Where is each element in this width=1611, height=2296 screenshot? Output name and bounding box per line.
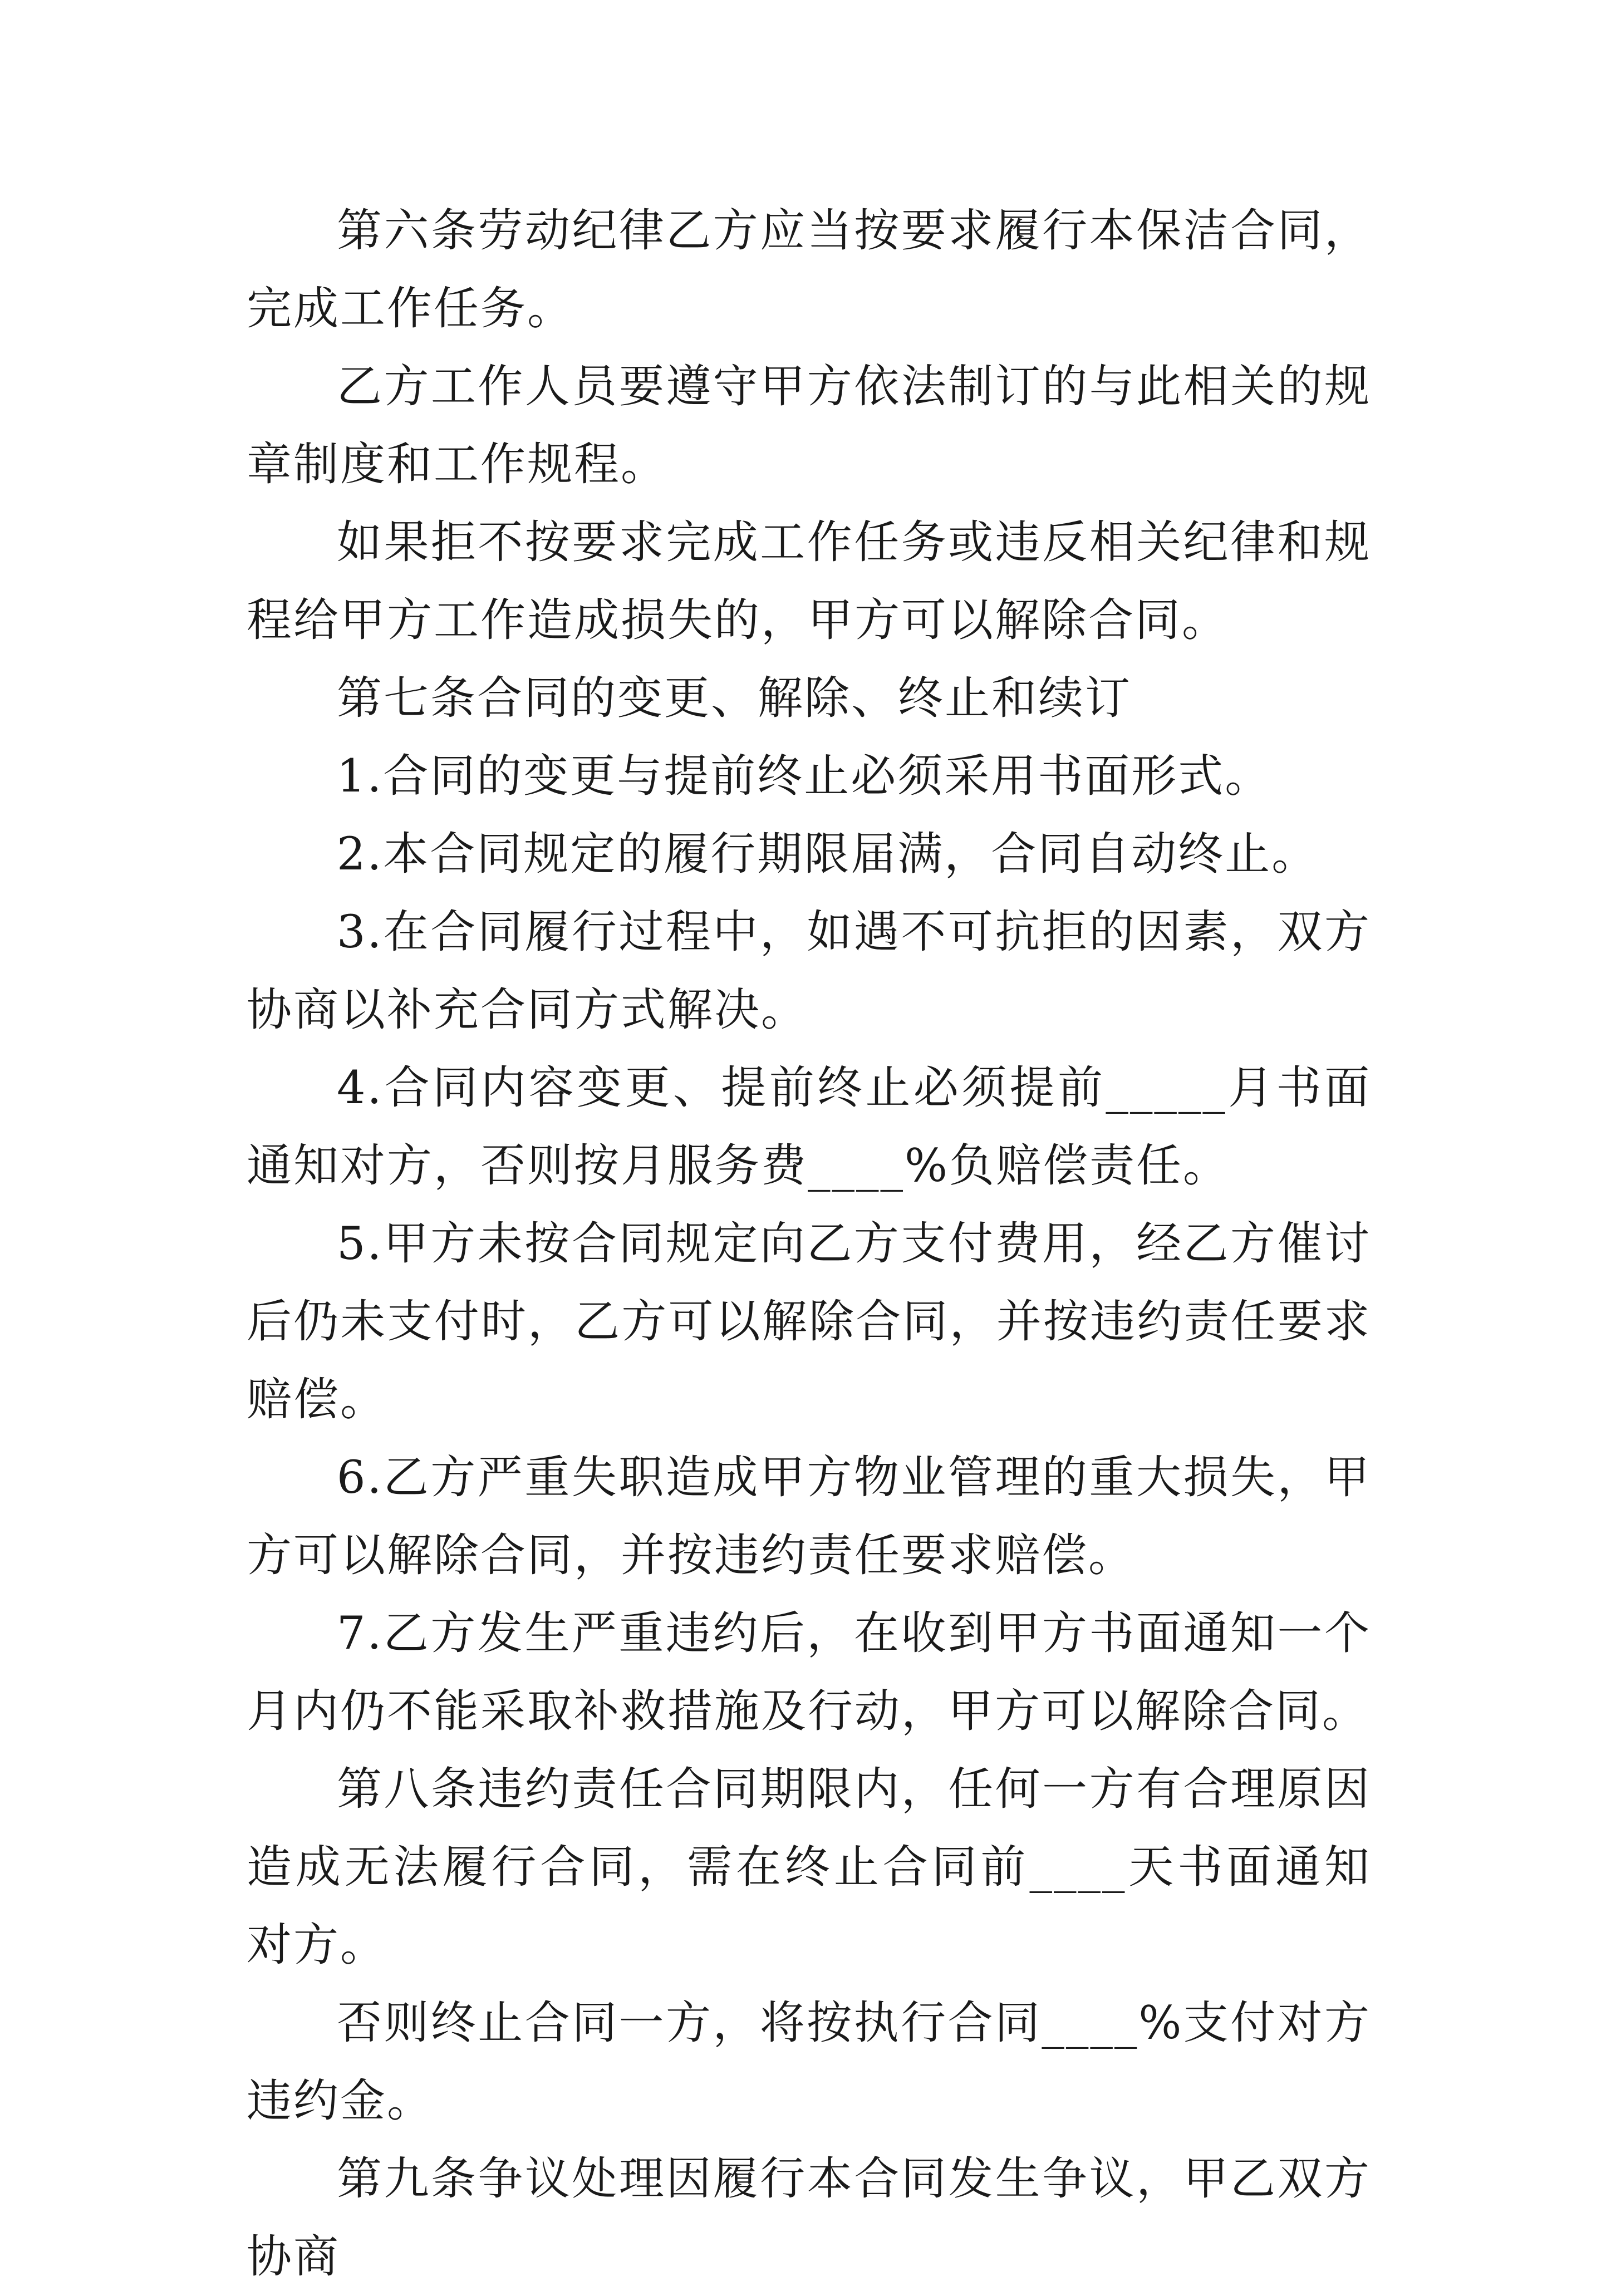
paragraph-clause-7: 7.乙方发生严重违约后，在收到甲方书面通知一个月内仍不能采取补救措施及行动，甲方可以解除合同。 [247, 1607, 1371, 1738]
paragraph-clause-4: 4.合同内容变更、提前终止必须提前_____月书面通知对方，否则按月服务费____%负赔偿责任。 [247, 1062, 1371, 1192]
document-body [247, 192, 1371, 2296]
paragraph-termination-for-breach: 如果拒不按要求完成工作任务或违反相关纪律和规程给甲方工作造成损失的，甲方可以解除合同。 [247, 517, 1371, 647]
paragraph-article-6: 第六条劳动纪律乙方应当按要求履行本保洁合同，完成工作任务。 [247, 205, 1371, 335]
paragraph-clause-3: 3.在合同履行过程中，如遇不可抗拒的因素，双方协商以补充合同方式解决。 [247, 906, 1371, 1036]
paragraph-article-9: 第九条争议处理因履行本合同发生争议，甲乙双方协商 [247, 2153, 1371, 2283]
paragraph-article-8: 第八条违约责任合同期限内，任何一方有合理原因造成无法履行合同，需在终止合同前____天书面通知对方。 [247, 1763, 1371, 1971]
paragraph-clause-1: 1.合同的变更与提前终止必须采用书面形式。 [337, 750, 1272, 803]
paragraph-clause-6: 6.乙方严重失职造成甲方物业管理的重大损失，甲方可以解除合同，并按违约责任要求赔偿。 [247, 1452, 1371, 1582]
paragraph-clause-2: 2.本合同规定的履行期限届满，合同自动终止。 [337, 828, 1319, 881]
paragraph-clause-5: 5.甲方未按合同规定向乙方支付费用，经乙方催讨后仍未支付时，乙方可以解除合同，并按违约责任要求赔偿。 [247, 1218, 1371, 1426]
paragraph-staff-rules: 乙方工作人员要遵守甲方依法制订的与此相关的规章制度和工作规程。 [247, 361, 1371, 491]
paragraph-penalty: 否则终止合同一方，将按执行合同____%支付对方违约金。 [247, 1997, 1371, 2127]
paragraph-article-7-heading: 第七条合同的变更、解除、终止和续订 [337, 672, 1132, 725]
